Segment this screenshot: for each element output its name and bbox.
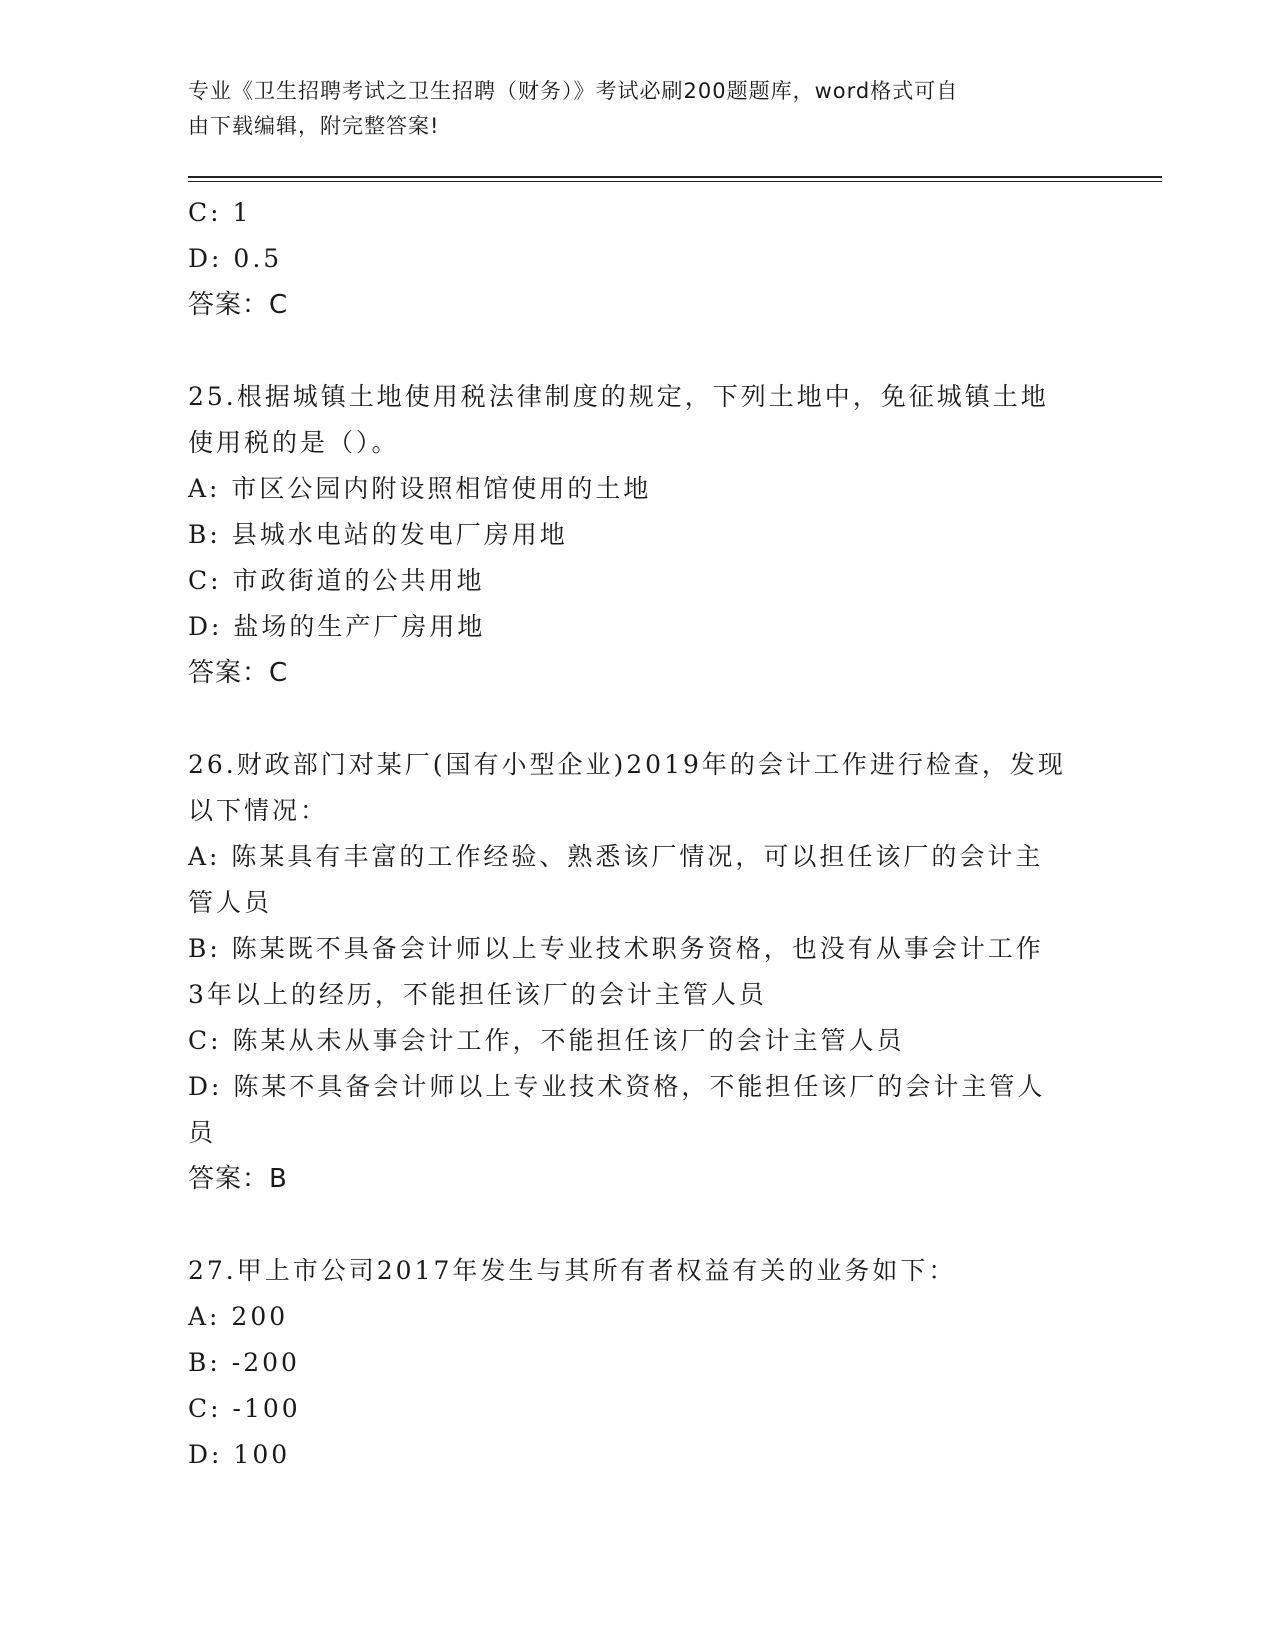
- question-stem-cont: 使用税的是（）。: [188, 428, 400, 457]
- option-b: B: 陈某既不具备会计师以上专业技术职务资格，也没有从事会计工作: [188, 934, 1044, 963]
- option-d: D: 陈某不具备会计师以上专业技术资格，不能担任该厂的会计主管人: [188, 1072, 1046, 1101]
- option-c: C: 1: [188, 198, 252, 227]
- question-26: [188, 742, 1088, 1202]
- question-25: [188, 374, 1088, 696]
- question-27: [188, 1248, 1088, 1478]
- option-b: B: 县城水电站的发电厂房用地: [188, 520, 568, 549]
- option-b-cont: 3年以上的经历，不能担任该厂的会计主管人员: [188, 980, 767, 1009]
- option-c: C: 市政街道的公共用地: [188, 566, 485, 595]
- option-c: C: 陈某从未从事会计工作，不能担任该厂的会计主管人员: [188, 1026, 905, 1055]
- header-rule-thick: [188, 176, 1162, 178]
- header-line-1: 专业《卫生招聘考试之卫生招聘（财务）》考试必刷200题题库，word格式可自: [188, 79, 959, 103]
- document-header: [188, 74, 1068, 144]
- spacer: [188, 328, 1088, 374]
- question-stem: 25.根据城镇土地使用税法律制度的规定，下列土地中，免征城镇土地: [188, 382, 1049, 411]
- option-a: A: 市区公园内附设照相馆使用的土地: [188, 474, 652, 503]
- option-a: A: 陈某具有丰富的工作经验、熟悉该厂情况，可以担任该厂的会计主: [188, 842, 1044, 871]
- answer-line: 答案：B: [188, 1164, 288, 1194]
- option-d-cont: 员: [188, 1118, 217, 1147]
- spacer: [188, 1202, 1088, 1248]
- question-stem: 27.甲上市公司2017年发生与其所有者权益有关的业务如下：: [188, 1256, 957, 1285]
- option-a-cont: 管人员: [188, 888, 273, 917]
- question-block-prev: [188, 190, 1088, 328]
- option-d: D: 100: [188, 1440, 291, 1469]
- answer-line: 答案：C: [188, 290, 289, 320]
- spacer: [188, 696, 1088, 742]
- question-stem-cont: 以下情况：: [188, 796, 329, 825]
- option-b: B: -200: [188, 1348, 300, 1377]
- option-d: D: 0.5: [188, 244, 283, 273]
- header-rule-thin: [188, 181, 1162, 182]
- option-c: C: -100: [188, 1394, 301, 1423]
- question-stem: 26.财政部门对某厂(国有小型企业)2019年的会计工作进行检查，发现: [188, 750, 1066, 779]
- option-a: A: 200: [188, 1302, 289, 1331]
- header-line-2: 由下载编辑，附完整答案!: [188, 114, 440, 138]
- answer-line: 答案：C: [188, 658, 289, 688]
- option-d: D: 盐场的生产厂房用地: [188, 612, 486, 641]
- question-list: [188, 190, 1088, 1478]
